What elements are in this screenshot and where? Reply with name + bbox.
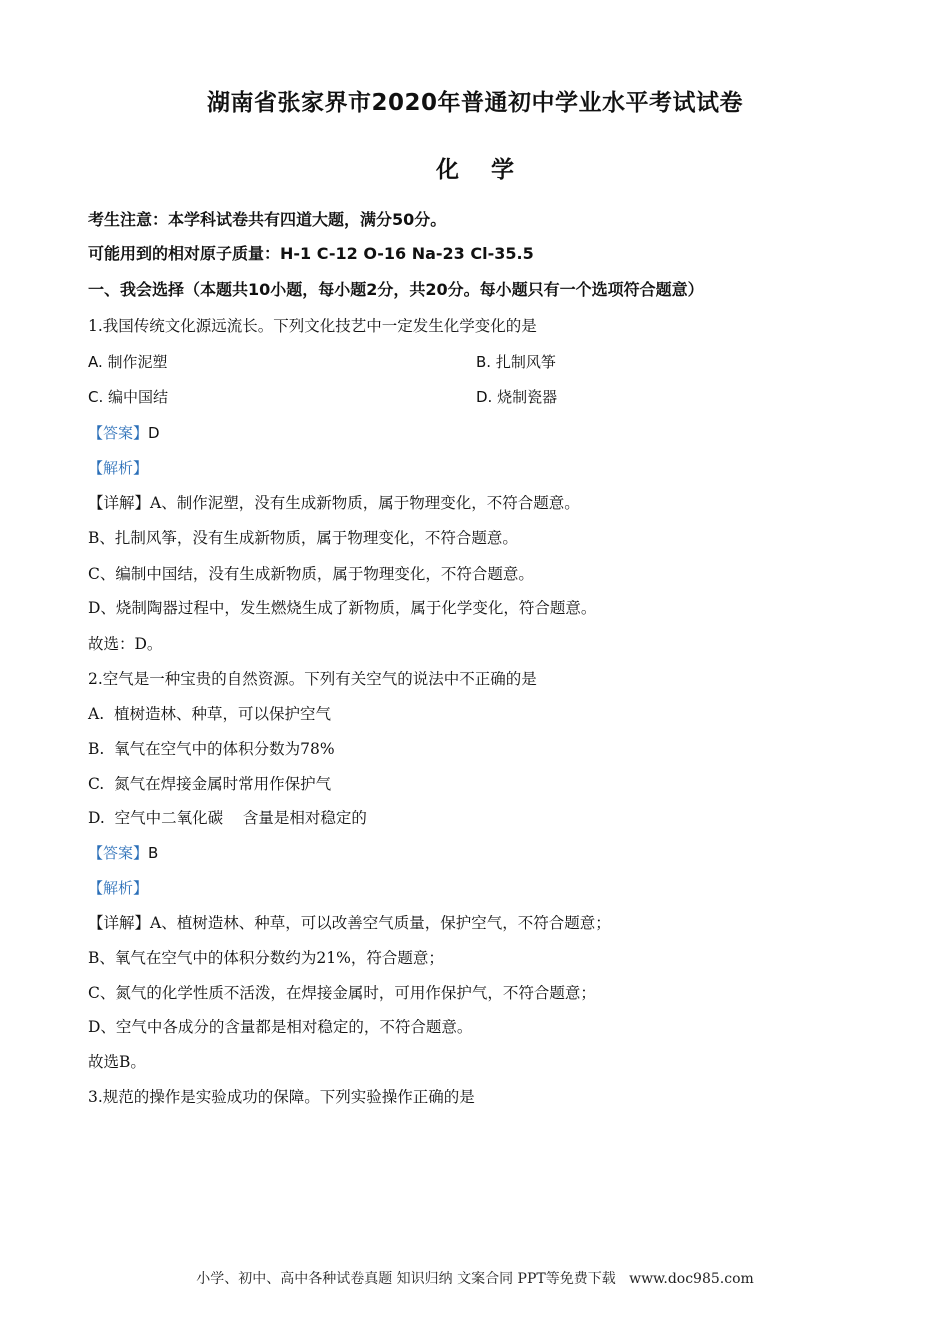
question-2-detail-d: D、空气中各成分的含量都是相对稳定的，不符合题意。 (88, 1018, 473, 1036)
question-2-answer (88, 841, 158, 865)
atomic-masses: 可能用到的相对原子质量：H-1 C-12 O-16 Na-23 Cl-35.5 (88, 244, 534, 263)
question-1-option-c: C. 编中国结 (88, 388, 169, 406)
section-heading: 一、我会选择（本题共10小题，每小题2分，共20分。每小题只有一个选项符合题意） (88, 280, 704, 299)
question-2-stem: 2.空气是一种宝贵的自然资源。下列有关空气的说法中不正确的是 (88, 670, 537, 688)
question-1-analysis-label (88, 456, 148, 480)
answer-label: 【答案】 (88, 844, 149, 862)
page-footer: 小学、初中、高中各种试卷真题 知识归纳 文案合同 PPT等免费下载 www.doc985.com (196, 1271, 754, 1287)
question-2-detail-c: C、氮气的化学性质不活泼，在焊接金属时，可用作保护气，不符合题意； (88, 984, 596, 1002)
question-1-option-a: A. 制作泥塑 (88, 353, 168, 371)
analysis-label: 【解析】 (88, 879, 149, 897)
question-2-conclusion: 故选B。 (88, 1053, 146, 1071)
analysis-label: 【解析】 (88, 459, 149, 477)
question-1-detail-b: B、扎制风筝，没有生成新物质，属于物理变化，不符合题意。 (88, 529, 518, 547)
question-2-detail-b: B、氧气在空气中的体积分数约为21%，符合题意； (88, 949, 444, 967)
question-1-answer (88, 421, 160, 445)
detail-label: 【详解】 (88, 494, 151, 512)
answer-value: D (148, 424, 160, 442)
exam-title: 湖南省张家界市2020年普通初中学业水平考试试卷 (206, 90, 743, 116)
question-1-conclusion: 故选：D。 (88, 635, 163, 653)
question-1-option-d: D. 烧制瓷器 (476, 388, 558, 406)
detail-label: 【详解】 (88, 914, 151, 932)
question-2-detail-a (88, 911, 611, 935)
question-1-detail-a (88, 491, 580, 515)
question-1-detail-d: D、烧制陶器过程中，发生燃烧生成了新物质，属于化学变化，符合题意。 (88, 599, 597, 617)
question-2-option-b: B. 氧气在空气中的体积分数为78% (88, 740, 335, 758)
detail-text: A、制作泥塑，没有生成新物质，属于物理变化，不符合题意。 (150, 494, 580, 512)
subject-title: 化 学 (435, 157, 526, 183)
question-2-option-d: D. 空气中二氧化碳 含量是相对稳定的 (88, 809, 367, 827)
question-1-stem: 1.我国传统文化源远流长。下列文化技艺中一定发生化学变化的是 (88, 317, 537, 335)
question-2-option-a: A. 植树造林、种草，可以保护空气 (88, 705, 331, 723)
answer-label: 【答案】 (88, 424, 149, 442)
exam-notice: 考生注意：本学科试卷共有四道大题，满分50分。 (88, 210, 447, 229)
question-1-detail-c: C、编制中国结，没有生成新物质，属于物理变化，不符合题意。 (88, 565, 534, 583)
question-3-stem: 3.规范的操作是实验成功的保障。下列实验操作正确的是 (88, 1088, 475, 1106)
detail-text: A、植树造林、种草，可以改善空气质量，保护空气，不符合题意； (150, 914, 611, 932)
answer-value: B (148, 844, 159, 862)
question-2-analysis-label (88, 876, 148, 900)
question-1-option-b: B. 扎制风筝 (476, 353, 556, 371)
question-2-option-c: C. 氮气在焊接金属时常用作保护气 (88, 775, 332, 793)
